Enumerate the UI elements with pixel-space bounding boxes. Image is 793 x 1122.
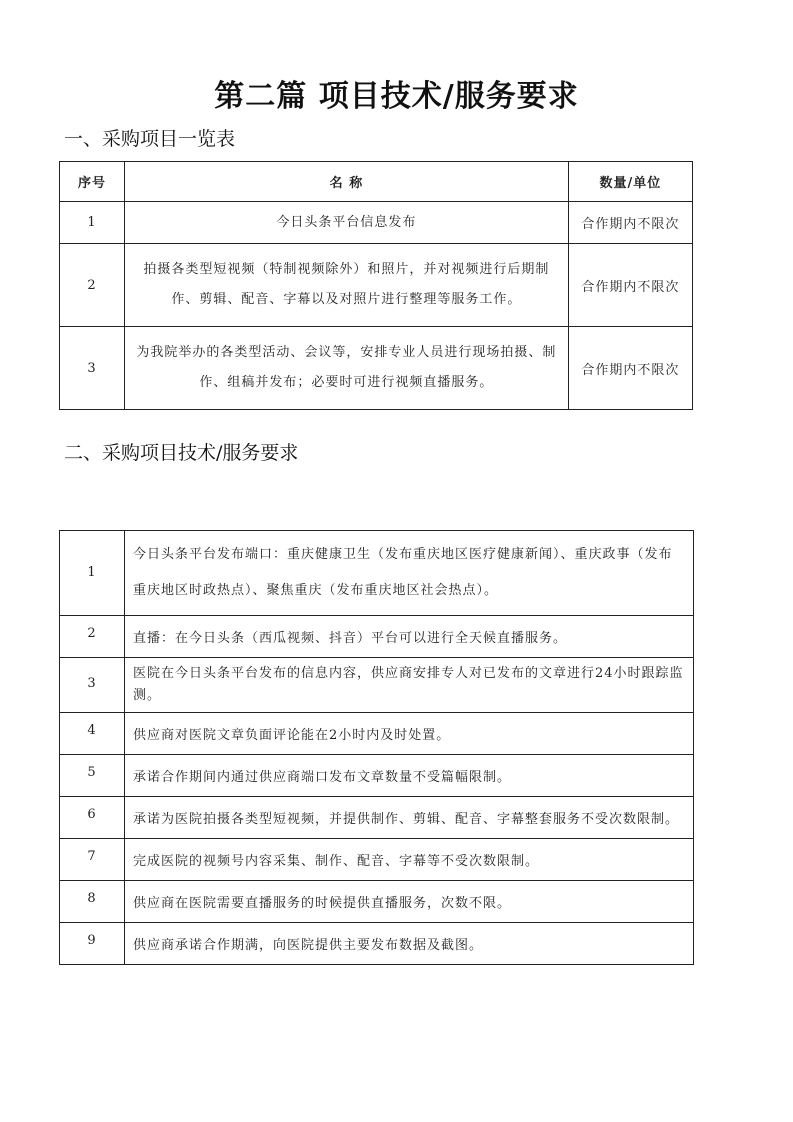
row-number: 3 xyxy=(60,327,125,410)
table-row xyxy=(60,202,693,244)
column-header-no: 序号 xyxy=(60,162,125,202)
row-number: 3 xyxy=(60,658,125,713)
row-number: 1 xyxy=(60,202,125,244)
row-number: 6 xyxy=(60,797,125,839)
row-number: 1 xyxy=(60,531,125,616)
requirement-text: 供应商在医院需要直播服务的时候提供直播服务，次数不限。 xyxy=(125,881,694,923)
table-row xyxy=(60,797,694,839)
row-number: 2 xyxy=(60,616,125,658)
row-number: 8 xyxy=(60,881,125,923)
item-name: 今日头条平台信息发布 xyxy=(125,202,569,244)
requirement-text: 完成医院的视频号内容采集、制作、配音、字幕等不受次数限制。 xyxy=(125,839,694,881)
table-header-row xyxy=(60,162,693,202)
section-heading-technical-requirements: 二、采购项目技术/服务要求 xyxy=(64,442,299,464)
procurement-items-table xyxy=(59,161,693,410)
table-row xyxy=(60,755,694,797)
item-quantity: 合作期内不限次 xyxy=(568,327,692,410)
item-name: 拍摄各类型短视频（特制视频除外）和照片，并对视频进行后期制作、剪辑、配音、字幕以及对照片进行整理等服务工作。 xyxy=(125,244,569,327)
item-quantity: 合作期内不限次 xyxy=(568,202,692,244)
section-heading-procurement-list: 一、采购项目一览表 xyxy=(64,128,236,150)
table-row xyxy=(60,713,694,755)
table-row xyxy=(60,881,694,923)
item-quantity: 合作期内不限次 xyxy=(568,244,692,327)
requirement-text: 直播：在今日头条（西瓜视频、抖音）平台可以进行全天候直播服务。 xyxy=(125,616,694,658)
requirement-text: 医院在今日头条平台发布的信息内容，供应商安排专人对已发布的文章进行24小时跟踪监测。 xyxy=(125,658,694,713)
table-row xyxy=(60,531,694,616)
table-row xyxy=(60,658,694,713)
table-row xyxy=(60,839,694,881)
table-row xyxy=(60,923,694,965)
requirements-table xyxy=(59,530,694,965)
column-header-qty: 数量/单位 xyxy=(568,162,692,202)
row-number: 5 xyxy=(60,755,125,797)
table-row xyxy=(60,244,693,327)
requirement-text: 供应商承诺合作期满，向医院提供主要发布数据及截图。 xyxy=(125,923,694,965)
row-number: 7 xyxy=(60,839,125,881)
column-header-name: 名 称 xyxy=(125,162,569,202)
requirement-text: 供应商对医院文章负面评论能在2小时内及时处置。 xyxy=(125,713,694,755)
item-name: 为我院举办的各类型活动、会议等，安排专业人员进行现场拍摄、制作、组稿并发布；必要时可进行视频直播服务。 xyxy=(125,327,569,410)
table-row xyxy=(60,327,693,410)
requirement-text: 今日头条平台发布端口：重庆健康卫生（发布重庆地区医疗健康新闻）、重庆政事（发布重庆地区时政热点）、聚焦重庆（发布重庆地区社会热点）。 xyxy=(125,531,694,616)
row-number: 2 xyxy=(60,244,125,327)
table-row xyxy=(60,616,694,658)
requirement-text: 承诺为医院拍摄各类型短视频，并提供制作、剪辑、配音、字幕整套服务不受次数限制。 xyxy=(125,797,694,839)
page-title: 第二篇 项目技术/服务要求 xyxy=(214,79,579,114)
row-number: 9 xyxy=(60,923,125,965)
row-number: 4 xyxy=(60,713,125,755)
requirement-text: 承诺合作期间内通过供应商端口发布文章数量不受篇幅限制。 xyxy=(125,755,694,797)
